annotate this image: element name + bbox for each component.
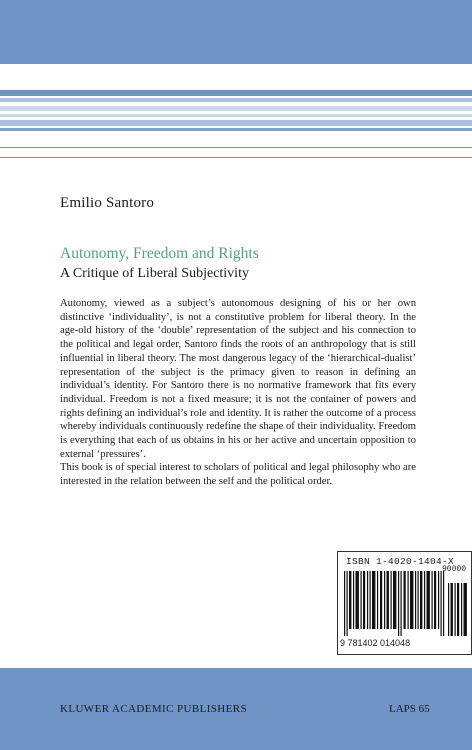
stripe xyxy=(0,128,472,131)
blurb-text xyxy=(60,297,416,489)
stripe xyxy=(0,90,472,96)
author-name: Emilio Santoro xyxy=(60,195,155,211)
stripe xyxy=(0,157,472,158)
barcode-digits: 9 781402 014048 xyxy=(340,638,411,648)
book-title: Autonomy, Freedom and Rights xyxy=(60,245,259,262)
barcode-icon xyxy=(342,571,469,636)
stripe xyxy=(0,114,472,117)
top-color-band xyxy=(0,0,472,64)
stripe xyxy=(0,120,472,126)
blurb-paragraph: This book is of special interest to scholars of political and legal philosophy who are interested in the relation between the self and the political order. xyxy=(60,462,416,488)
stripe xyxy=(0,98,472,102)
stripe xyxy=(0,106,472,111)
series-label: LAPS 65 xyxy=(389,703,430,715)
isbn-label: ISBN 1-4020-1404-X xyxy=(346,556,455,567)
barcode-addon-digits: 90000 xyxy=(442,565,467,574)
publisher-name: KLUWER ACADEMIC PUBLISHERS xyxy=(60,703,248,715)
book-subtitle: A Critique of Liberal Subjectivity xyxy=(60,266,249,281)
blurb-paragraph: Autonomy, viewed as a subject’s autonomous designing of his or her own distinctive ‘individuality’, is not a constitutive problem for liberal theory. In the age-old history of the ‘double’ representation of the subject and his connection to the political and legal order, Santoro finds the roots of an anthropology that is still influential in liberal theory. The most dangerous legacy of the ‘hierarchical-dualist’ representation of the subject is the primacy given to reason in defining an individual’s identity. For Santoro there is no normative framework that fits every individual. Freedom is not a fixed measure; it is not the container of powers and rights defining an individual’s role and identity. It is rather the outcome of a process whereby individuals continuously redefine the shape of their individuality. Freedom is everything that each of us obtains in his or her active and uncertain opposition to external ‘pressures’. xyxy=(60,298,416,460)
isbn-barcode xyxy=(337,551,472,655)
stripe xyxy=(0,147,472,148)
